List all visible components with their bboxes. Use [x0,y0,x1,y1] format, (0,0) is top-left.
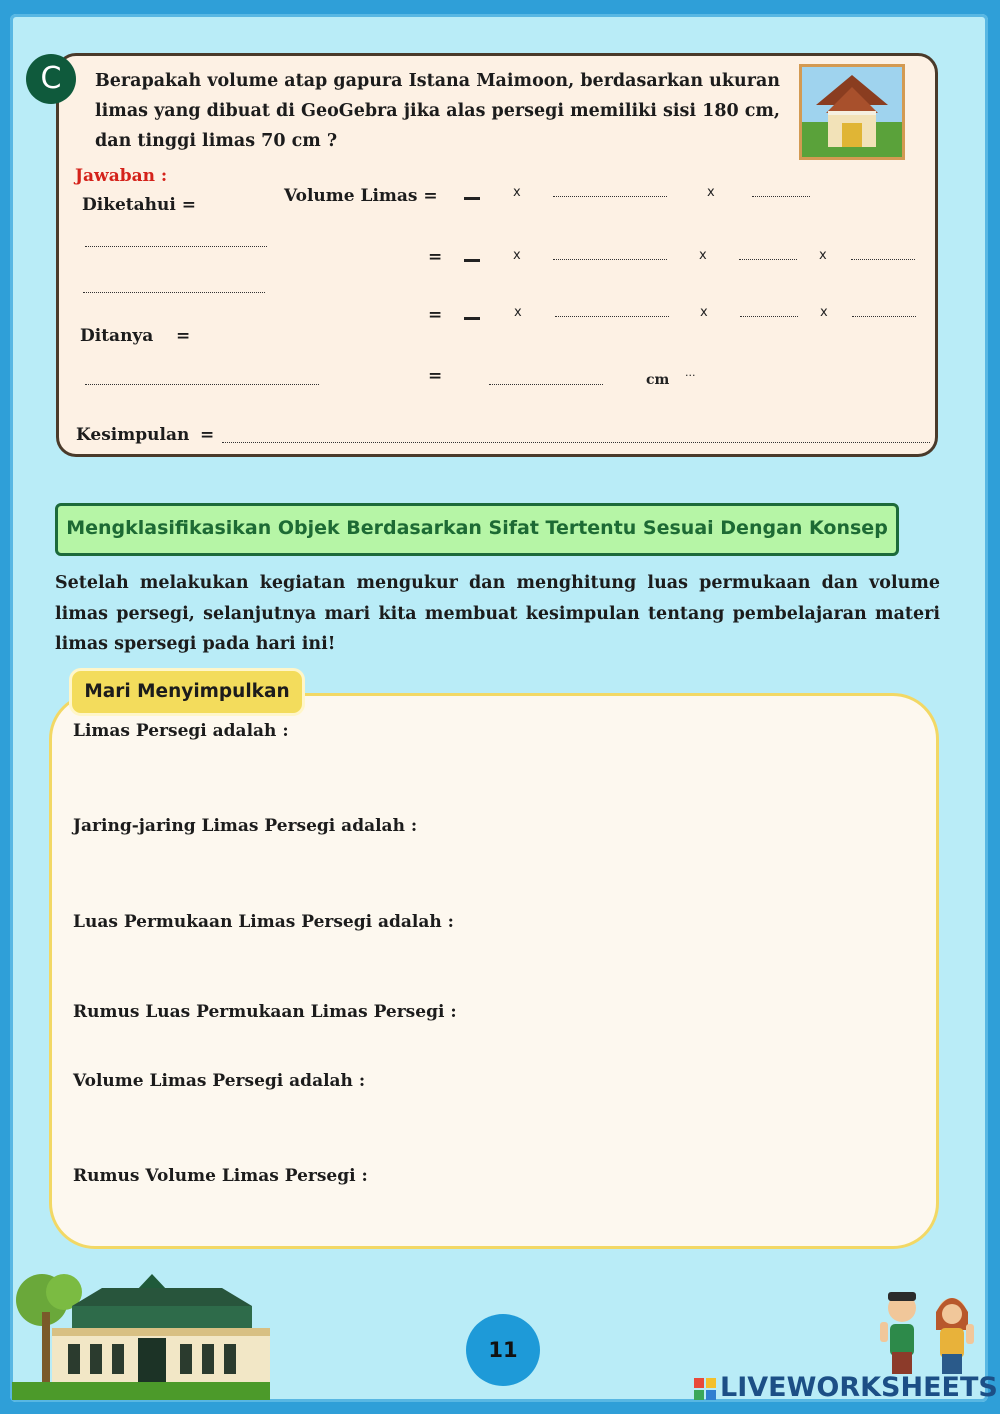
summary-item: Rumus Luas Permukaan Limas Persegi : [73,1002,457,1022]
row1-blank-1[interactable] [553,196,667,197]
liveworksheets-logo-icon [694,1378,716,1400]
equals-sign: = [428,305,443,325]
question-badge: C [26,54,76,104]
row2-blank-3[interactable] [851,259,915,260]
asked-blank[interactable] [85,384,319,385]
fraction-bar [464,197,480,200]
row1-blank-2[interactable] [752,196,810,197]
equals-sign: = [428,366,443,386]
answer-label: Jawaban : [75,166,168,186]
gapura-image-icon [802,67,902,157]
row2-blank-1[interactable] [553,259,667,260]
times-sign: x [820,305,828,320]
fraction-bar [464,259,480,262]
summary-item: Limas Persegi adalah : [73,721,289,741]
result-blank[interactable] [489,384,603,385]
times-sign: x [513,185,521,200]
summary-item: Jaring-jaring Limas Persegi adalah : [73,816,418,836]
known-blank-1[interactable] [85,246,267,247]
children-illustration-icon [872,1286,982,1380]
times-sign: x [819,248,827,263]
times-sign: x [513,248,521,263]
page-number: 11 [466,1314,540,1386]
asked-label: Ditanya [80,326,154,346]
fraction-bar [464,317,480,320]
brand-name[interactable]: LIVEWORKSHEETS [720,1372,998,1403]
conclusion-equals: = [200,425,215,445]
palace-illustration-icon [12,1272,270,1400]
equals-sign: = [428,247,443,267]
section-heading: Mengklasifikasikan Objek Berdasarkan Sifat Tertentu Sesuai Dengan Konsep [66,517,888,539]
unit-exponent-blank[interactable]: ... [685,366,696,379]
summary-item: Luas Permukaan Limas Persegi adalah : [73,912,454,932]
volume-label: Volume Limas = [284,186,438,206]
row3-blank-2[interactable] [740,316,798,317]
conclusion-blank[interactable] [222,442,930,443]
known-label: Diketahui = [82,195,197,215]
summary-tag: Mari Menyimpulkan [69,668,305,716]
asked-equals: = [176,326,191,346]
known-blank-2[interactable] [83,292,265,293]
times-sign: x [514,305,522,320]
row3-blank-3[interactable] [852,316,916,317]
summary-item: Rumus Volume Limas Persegi : [73,1166,368,1186]
times-sign: x [699,248,707,263]
row2-blank-2[interactable] [739,259,797,260]
unit-label: cm [646,372,670,388]
conclusion-label: Kesimpulan [76,425,190,445]
times-sign: x [707,185,715,200]
row3-blank-1[interactable] [555,316,669,317]
times-sign: x [700,305,708,320]
gapura-photo [799,64,905,160]
section-intro: Setelah melakukan kegiatan mengukur dan menghitung luas permukaan dan volume limas persegi, selanjutnya mari kita membuat kesimpulan tentang pembelajaran materi limas spersegi pada hari ini! [55,573,940,654]
question-text: Berapakah volume atap gapura Istana Maimoon, berdasarkan ukuran limas yang dibuat di GeoGebra jika alas persegi memiliki sisi 180 cm, dan tinggi limas 70 cm ? [95,71,781,151]
summary-item: Volume Limas Persegi adalah : [73,1071,366,1091]
